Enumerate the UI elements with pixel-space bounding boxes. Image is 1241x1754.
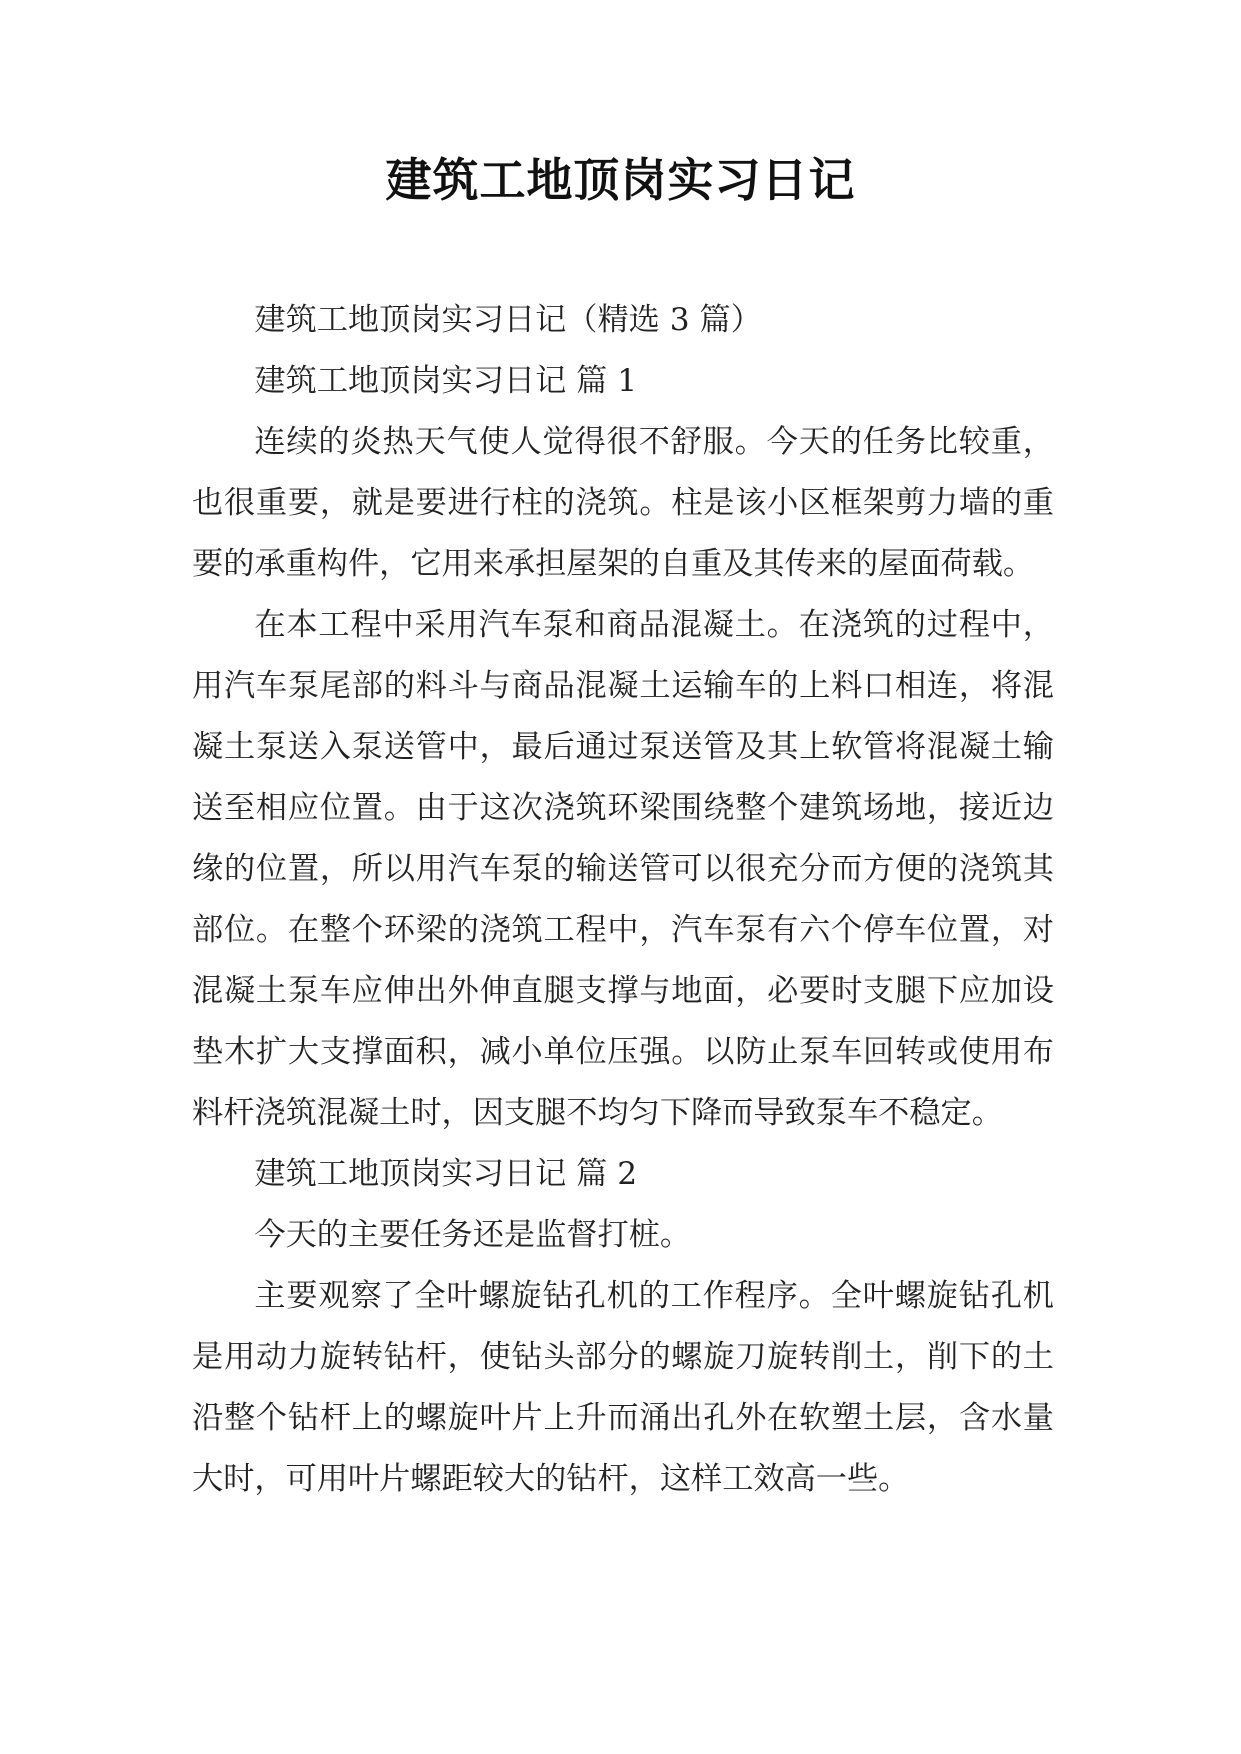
paragraph: 主要观察了全叶螺旋钻孔机的工作程序。全叶螺旋钻孔机是用动力旋转钻杆，使钻头部分的螺旋刀旋转削土，削下的土沿整个钻杆上的螺旋叶片上升而涌出孔外在软塑土层，含水量大时，可用叶片螺距较大的钻杆，这样工效高一些。 bbox=[192, 1278, 1054, 1497]
paragraph: 今天的主要任务还是监督打桩。 bbox=[254, 1217, 692, 1253]
paragraph: 在本工程中采用汽车泵和商品混凝土。在浇筑的过程中，用汽车泵尾部的料斗与商品混凝土运输车的上料口相连，将混凝土泵送入泵送管中，最后通过泵送管及其上软管将混凝土输送至相应位置。由于这次浇筑环梁围绕整个建筑场地，接近边缘的位置，所以用汽车泵的输送管可以很充分而方便的浇筑其部位。在整个环梁的浇筑工程中，汽车泵有六个停车位置，对混凝土泵车应伸出外伸直腿支撑与地面，必要时支腿下应加设垫木扩大支撑面积，减小单位压强。以防止泵车回转或使用布料杆浇筑混凝土时，因支腿不均匀下降而导致泵车不稳定。 bbox=[192, 607, 1054, 1131]
document-title: 建筑工地顶岗实习日记 bbox=[385, 153, 856, 207]
document-body bbox=[192, 290, 1054, 1510]
section-heading-1: 建筑工地顶岗实习日记 篇 1 bbox=[254, 363, 638, 399]
paragraph-subtitle: 建筑工地顶岗实习日记（精选 3 篇） bbox=[254, 302, 762, 338]
section-heading-2: 建筑工地顶岗实习日记 篇 2 bbox=[254, 1156, 638, 1192]
paragraph: 连续的炎热天气使人觉得很不舒服。今天的任务比较重，也很重要，就是要进行柱的浇筑。柱是该小区框架剪力墙的重要的承重构件，它用来承担屋架的自重及其传来的屋面荷载。 bbox=[192, 424, 1054, 582]
